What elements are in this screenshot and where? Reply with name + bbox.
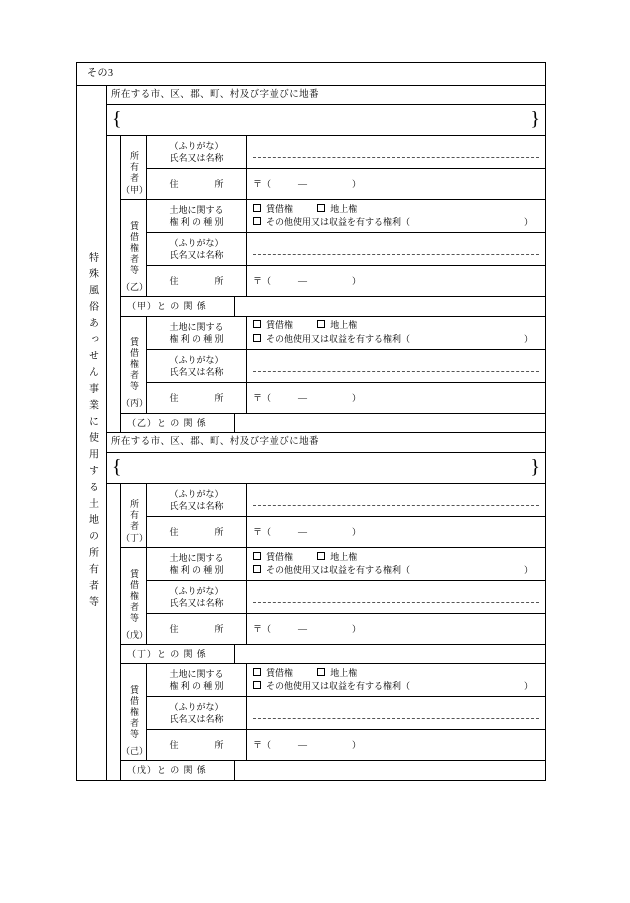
brace-right-icon: }	[530, 108, 540, 131]
checkbox-surface-label: 地上権	[330, 320, 358, 331]
form-body-row	[77, 86, 545, 780]
name-input-2a[interactable]	[247, 581, 545, 613]
lessee-mark-ki: （己）	[121, 746, 149, 757]
postal-code-text: 〒（ ― ）	[253, 276, 362, 287]
checkbox-lease-icon[interactable]	[253, 552, 261, 560]
furigana-dash-line	[253, 717, 539, 719]
checkbox-lease-label: 賃借権	[266, 551, 294, 562]
right-type-line2: 権 利 の 種 別	[169, 681, 224, 692]
furigana-dash-line	[253, 504, 539, 506]
lessee-label-text: 賃借権者等	[129, 220, 139, 276]
postal-code-text: 〒（ ― ）	[253, 526, 362, 537]
relation-input-2a[interactable]	[235, 645, 545, 663]
name-field-label-1b	[147, 350, 247, 382]
furigana-label: （ふりがな）	[169, 585, 224, 596]
checkbox-lease-icon[interactable]	[253, 320, 261, 328]
checkbox-other-close-paren: ）	[523, 565, 533, 576]
relation-row-1a	[121, 297, 545, 316]
right-type-label-2b	[147, 664, 247, 696]
checkbox-other-close-paren: ）	[523, 681, 533, 692]
lessee-fields-1b	[147, 317, 545, 413]
section-2	[107, 433, 545, 780]
checkbox-lease-icon[interactable]	[253, 204, 261, 212]
section-1-body	[107, 136, 545, 432]
right-type-line2: 権 利 の 種 別	[169, 217, 224, 228]
name-input-1b[interactable]	[247, 350, 545, 382]
section-1	[107, 86, 545, 434]
owner-address-row-1	[147, 169, 545, 199]
name-input-2b[interactable]	[247, 697, 545, 729]
spacer-column-2	[107, 484, 121, 780]
name-label: 氏名又は名称	[169, 366, 224, 377]
name-field-label-2a	[147, 581, 247, 613]
address-input-1[interactable]	[107, 105, 545, 136]
name-field-label-2	[147, 484, 247, 516]
lessee-name-row-2b	[147, 697, 545, 730]
lessee-block-1b	[121, 317, 545, 414]
lessee-label-2a	[121, 548, 147, 644]
relation-input-2b[interactable]	[235, 761, 545, 779]
vertical-title-column	[77, 86, 107, 780]
relation-label-1a: （甲）と の 関 係	[121, 297, 235, 315]
checkbox-lease-label: 賃借権	[266, 203, 294, 214]
owner-fields-1	[147, 136, 545, 199]
right-type-choices-1a[interactable]	[247, 200, 545, 232]
address-input-field-2b[interactable]	[247, 730, 545, 760]
owner-mark-tei: （丁）	[121, 532, 149, 543]
checkbox-surface-icon[interactable]	[317, 320, 325, 328]
address-title-1: 所在する市、区、郡、町、村及び字並びに地番	[107, 86, 545, 106]
address-field-label-1	[147, 169, 247, 199]
address-input-field-1[interactable]	[247, 169, 545, 199]
checkbox-surface-icon[interactable]	[317, 204, 325, 212]
checkbox-other-label: その他使用又は収益を有する権利（	[266, 565, 411, 576]
vertical-title-text: 特殊風俗あっせん事業に使用する土地の所有者等	[86, 252, 98, 614]
lessee-address-row-2b	[147, 730, 545, 760]
furigana-dash-line	[253, 253, 539, 255]
furigana-dash-line	[253, 370, 539, 372]
right-type-choice-row-top	[253, 667, 539, 681]
furigana-label: （ふりがな）	[169, 702, 224, 713]
lessee-name-row-2a	[147, 581, 545, 614]
postal-code-text: 〒（ ― ）	[253, 392, 362, 403]
address-field-label-1a	[147, 266, 247, 296]
form-header-label: その3	[87, 68, 114, 79]
name-field-label-1	[147, 136, 247, 168]
furigana-label: （ふりがな）	[169, 354, 224, 365]
checkbox-surface-label: 地上権	[330, 203, 358, 214]
name-label: 氏名又は名称	[169, 153, 224, 164]
name-input-2[interactable]	[247, 484, 545, 516]
lessee-fields-1a	[147, 200, 545, 296]
checkbox-other-icon[interactable]	[253, 334, 261, 342]
lessee-label-1a	[121, 200, 147, 296]
brace-right-icon: }	[530, 456, 540, 479]
lessee-address-row-1a	[147, 266, 545, 296]
form-header-row	[77, 63, 545, 86]
relation-label-1b: （乙）と の 関 係	[121, 414, 235, 432]
owner-label-text: 所有者	[129, 499, 139, 533]
lessee-block-1a	[121, 200, 545, 297]
owner-name-row-1	[147, 136, 545, 169]
right-type-line2: 権 利 の 種 別	[169, 565, 224, 576]
address-input-field-1a[interactable]	[247, 266, 545, 296]
lessee-label-2b	[121, 664, 147, 760]
address-input-2[interactable]	[107, 453, 545, 484]
checkbox-other-icon[interactable]	[253, 565, 261, 573]
section-2-body	[107, 484, 545, 780]
address-label: 住 所	[169, 392, 224, 403]
checkbox-other-close-paren: ）	[523, 217, 533, 228]
checkbox-lease-label: 賃借権	[266, 320, 294, 331]
name-field-label-1a	[147, 233, 247, 265]
address-label: 住 所	[169, 526, 224, 537]
address-field-label-2	[147, 517, 247, 547]
name-label: 氏名又は名称	[169, 250, 224, 261]
section-2-parties	[121, 484, 545, 780]
lessee-fields-2b	[147, 664, 545, 760]
owner-label-1	[121, 136, 147, 199]
owner-mark-ko: （甲）	[121, 185, 149, 196]
name-field-label-2b	[147, 697, 247, 729]
relation-input-1a[interactable]	[235, 297, 545, 315]
lessee-fields-2a	[147, 548, 545, 644]
right-type-line2: 権 利 の 種 別	[169, 333, 224, 344]
owner-fields-2	[147, 484, 545, 547]
right-type-label-1b	[147, 317, 247, 349]
checkbox-lease-icon[interactable]	[253, 668, 261, 676]
right-type-label-1a	[147, 200, 247, 232]
lessee-block-2b	[121, 664, 545, 761]
lessee-mark-hei: （丙）	[121, 398, 149, 409]
owner-block-1	[121, 136, 545, 200]
right-type-choice-row-other	[253, 216, 539, 230]
address-label: 住 所	[169, 740, 224, 751]
checkbox-other-label: その他使用又は収益を有する権利（	[266, 217, 411, 228]
lessee-name-row-1b	[147, 350, 545, 383]
right-type-row-2b	[147, 664, 545, 697]
right-type-line1: 土地に関する	[169, 205, 224, 216]
lessee-block-2a	[121, 548, 545, 645]
checkbox-surface-icon[interactable]	[317, 668, 325, 676]
checkbox-other-close-paren: ）	[523, 333, 533, 344]
relation-input-1b[interactable]	[235, 414, 545, 432]
address-input-field-2a[interactable]	[247, 614, 545, 644]
address-field-label-2a	[147, 614, 247, 644]
owner-name-row-2	[147, 484, 545, 517]
address-field-label-1b	[147, 383, 247, 413]
relation-row-2a	[121, 645, 545, 664]
checkbox-other-label: その他使用又は収益を有する権利（	[266, 681, 411, 692]
section-1-parties	[121, 136, 545, 432]
address-label: 住 所	[169, 276, 224, 287]
furigana-label: （ふりがな）	[169, 238, 224, 249]
name-label: 氏名又は名称	[169, 598, 224, 609]
address-title-2: 所在する市、区、郡、町、村及び字並びに地番	[107, 433, 545, 453]
lessee-address-row-1b	[147, 383, 545, 413]
right-type-label-2a	[147, 548, 247, 580]
right-type-choice-row-other	[253, 333, 539, 347]
relation-row-2b	[121, 761, 545, 779]
lessee-label-1b	[121, 317, 147, 413]
furigana-label: （ふりがな）	[169, 488, 224, 499]
name-input-1a[interactable]	[247, 233, 545, 265]
lessee-label-text: 賃借権者等	[129, 568, 139, 624]
owner-block-2	[121, 484, 545, 548]
right-type-line1: 土地に関する	[169, 321, 224, 332]
address-label: 住 所	[169, 179, 224, 190]
lessee-label-text: 賃借権者等	[129, 337, 139, 393]
name-input-1[interactable]	[247, 136, 545, 168]
checkbox-surface-label: 地上権	[330, 667, 358, 678]
lessee-mark-otsu: （乙）	[121, 282, 149, 293]
form-table	[76, 62, 546, 781]
address-label: 住 所	[169, 623, 224, 634]
right-type-line1: 土地に関する	[169, 669, 224, 680]
checkbox-other-icon[interactable]	[253, 217, 261, 225]
brace-left-icon: {	[112, 456, 122, 479]
lessee-address-row-2a	[147, 614, 545, 644]
right-type-row-2a	[147, 548, 545, 581]
brace-left-icon: {	[112, 108, 122, 131]
checkbox-surface-icon[interactable]	[317, 552, 325, 560]
right-type-choices-2a[interactable]	[247, 548, 545, 580]
furigana-dash-line	[253, 601, 539, 603]
right-type-choice-row-top	[253, 203, 539, 217]
name-label: 氏名又は名称	[169, 714, 224, 725]
furigana-label: （ふりがな）	[169, 141, 224, 152]
right-type-choice-row-top	[253, 551, 539, 565]
right-type-row-1a	[147, 200, 545, 233]
lessee-name-row-1a	[147, 233, 545, 266]
address-input-field-2[interactable]	[247, 517, 545, 547]
postal-code-text: 〒（ ― ）	[253, 740, 362, 751]
right-type-choice-row-other	[253, 680, 539, 694]
checkbox-other-label: その他使用又は収益を有する権利（	[266, 333, 411, 344]
right-type-choice-row-top	[253, 319, 539, 333]
owner-label-text: 所有者	[129, 151, 139, 185]
right-type-choice-row-other	[253, 564, 539, 578]
right-type-row-1b	[147, 317, 545, 350]
checkbox-other-icon[interactable]	[253, 681, 261, 689]
owner-address-row-2	[147, 517, 545, 547]
postal-code-text: 〒（ ― ）	[253, 179, 362, 190]
checkbox-surface-label: 地上権	[330, 551, 358, 562]
relation-label-2a: （丁）と の 関 係	[121, 645, 235, 663]
furigana-dash-line	[253, 156, 539, 158]
spacer-column-1	[107, 136, 121, 432]
lessee-label-text: 賃借権者等	[129, 684, 139, 740]
right-type-choices-2b[interactable]	[247, 664, 545, 696]
relation-label-2b: （戊）と の 関 係	[121, 761, 235, 779]
address-input-field-1b[interactable]	[247, 383, 545, 413]
right-type-choices-1b[interactable]	[247, 317, 545, 349]
relation-row-1b	[121, 414, 545, 432]
address-field-label-2b	[147, 730, 247, 760]
sections-container	[107, 86, 545, 780]
checkbox-lease-label: 賃借権	[266, 667, 294, 678]
postal-code-text: 〒（ ― ）	[253, 623, 362, 634]
owner-label-2	[121, 484, 147, 547]
lessee-mark-bo: （戊）	[121, 629, 149, 640]
right-type-line1: 土地に関する	[169, 552, 224, 563]
name-label: 氏名又は名称	[169, 501, 224, 512]
